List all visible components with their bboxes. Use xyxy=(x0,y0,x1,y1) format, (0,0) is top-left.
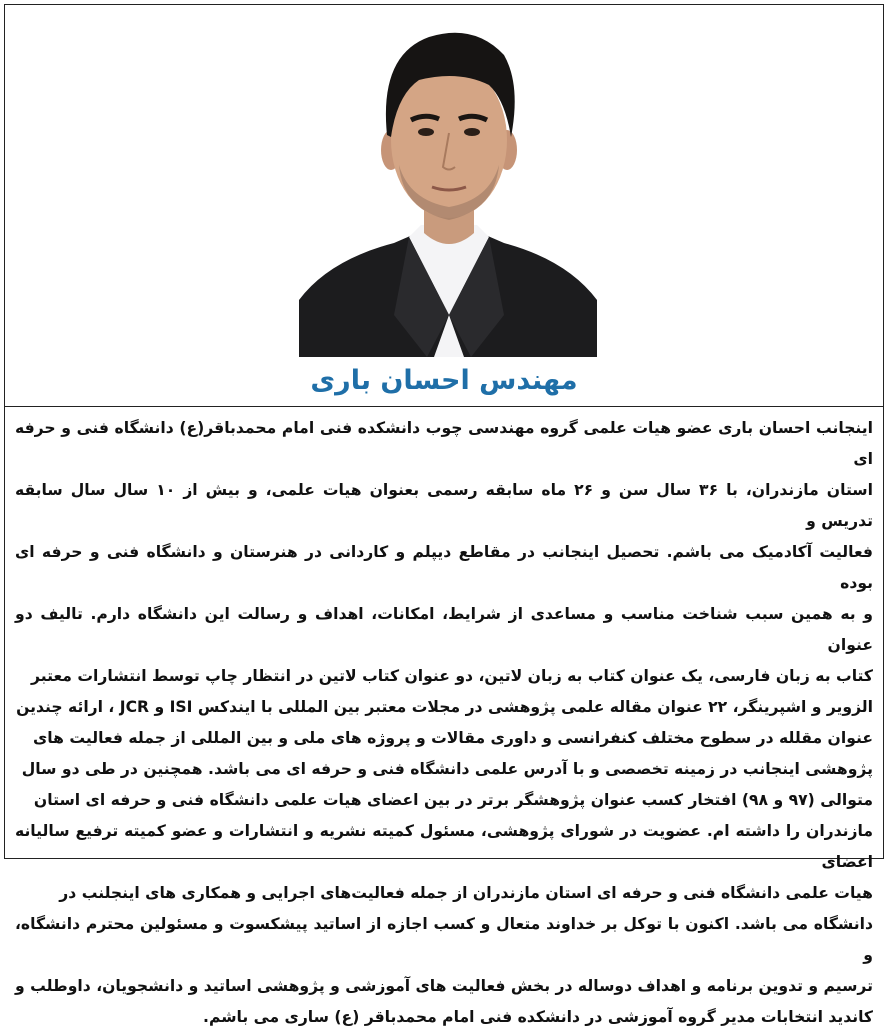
bio-line: مازندران را داشته ام. عضویت در شورای پژوهشی، مسئول کمیته نشریه و انتشارات و عضو کمیته ترفیع سالیانه اعضای xyxy=(15,822,873,871)
bio-line: فعالیت آکادمیک می باشم. تحصیل اینجانب در مقاطع دیپلم و کاردانی در هنرستان و دانشگاه فنی و حرفه ای بوده xyxy=(15,543,873,592)
bio-line: متوالی (۹۷ و ۹۸) افتخار کسب عنوان پژوهشگر برتر در بین اعضای هیات علمی دانشگاه فنی و حرفه ای استان xyxy=(33,791,873,809)
bio-text xyxy=(15,413,873,1033)
bio-line: دانشگاه می باشد. اکنون با توکل بر خداوند متعال و کسب اجازه از اساتید پیشکسوت و مسئولین محترم دانشگاه، و xyxy=(15,915,873,964)
bio-line: و به همین سبب شناخت مناسب و مساعدی از شرایط، امکانات، اهداف و رسالت این دانشگاه دارم. تالیف دو عنوان xyxy=(15,605,873,654)
bio-line: استان مازندران، با ۳۶ سال سن و ۲۶ ماه سابقه رسمی بعنوان هیات علمی، و بیش از ۱۰ سال سال سابقه تدریس و xyxy=(15,481,873,530)
bio-line: کتاب به زبان فارسی، یک عنوان کتاب به زبان لاتین، دو عنوان کتاب لاتین در انتظار چاپ توسط انتشارات معتبر xyxy=(31,667,873,685)
bio-line: عنوان مقلله در سطوح مختلف کنفرانسی و داوری مقالات و پروژه های ملی و بین المللی از جمله فعالیت های xyxy=(33,729,873,747)
photo-cell xyxy=(5,5,883,407)
bio-line: الزویر و اشپرینگر، ۲۲ عنوان مقاله علمی پژوهشی در مجلات معتبر بین المللی با ایندکس ISI و JCR ، ارائه چندین xyxy=(16,698,873,716)
profile-table xyxy=(4,4,884,1026)
bio-line: پژوهشی اینجانب در زمینه تخصصی و با آدرس علمی دانشگاه فنی و حرفه ای می باشد. همچنین در طی دو سال xyxy=(21,760,873,778)
bio-cell xyxy=(5,407,883,1026)
bio-line: ترسیم و تدوین برنامه و اهداف دوساله در بخش فعالیت های آموزشی و پژوهشی اساتید و دانشجویان، داوطلب و xyxy=(15,977,873,995)
bio-line: کاندید انتخابات مدیر گروه آموزشی در دانشکده فنی امام محمدباقر (ع) ساری می باشم. xyxy=(203,1008,873,1026)
person-name: مهندس احسان باری xyxy=(310,365,578,396)
bio-line: اینجانب احسان باری عضو هیات علمی گروه مهندسی چوب دانشکده فنی امام محمدباقر(ع) دانشگاه فنی و حرفه ای xyxy=(15,419,873,468)
portrait-photo xyxy=(299,15,597,357)
bio-line: هیات علمی دانشگاه فنی و حرفه ای استان مازندران از جمله فعالیت‌های اجرایی و همکاری های اینجلنب در xyxy=(59,884,873,902)
